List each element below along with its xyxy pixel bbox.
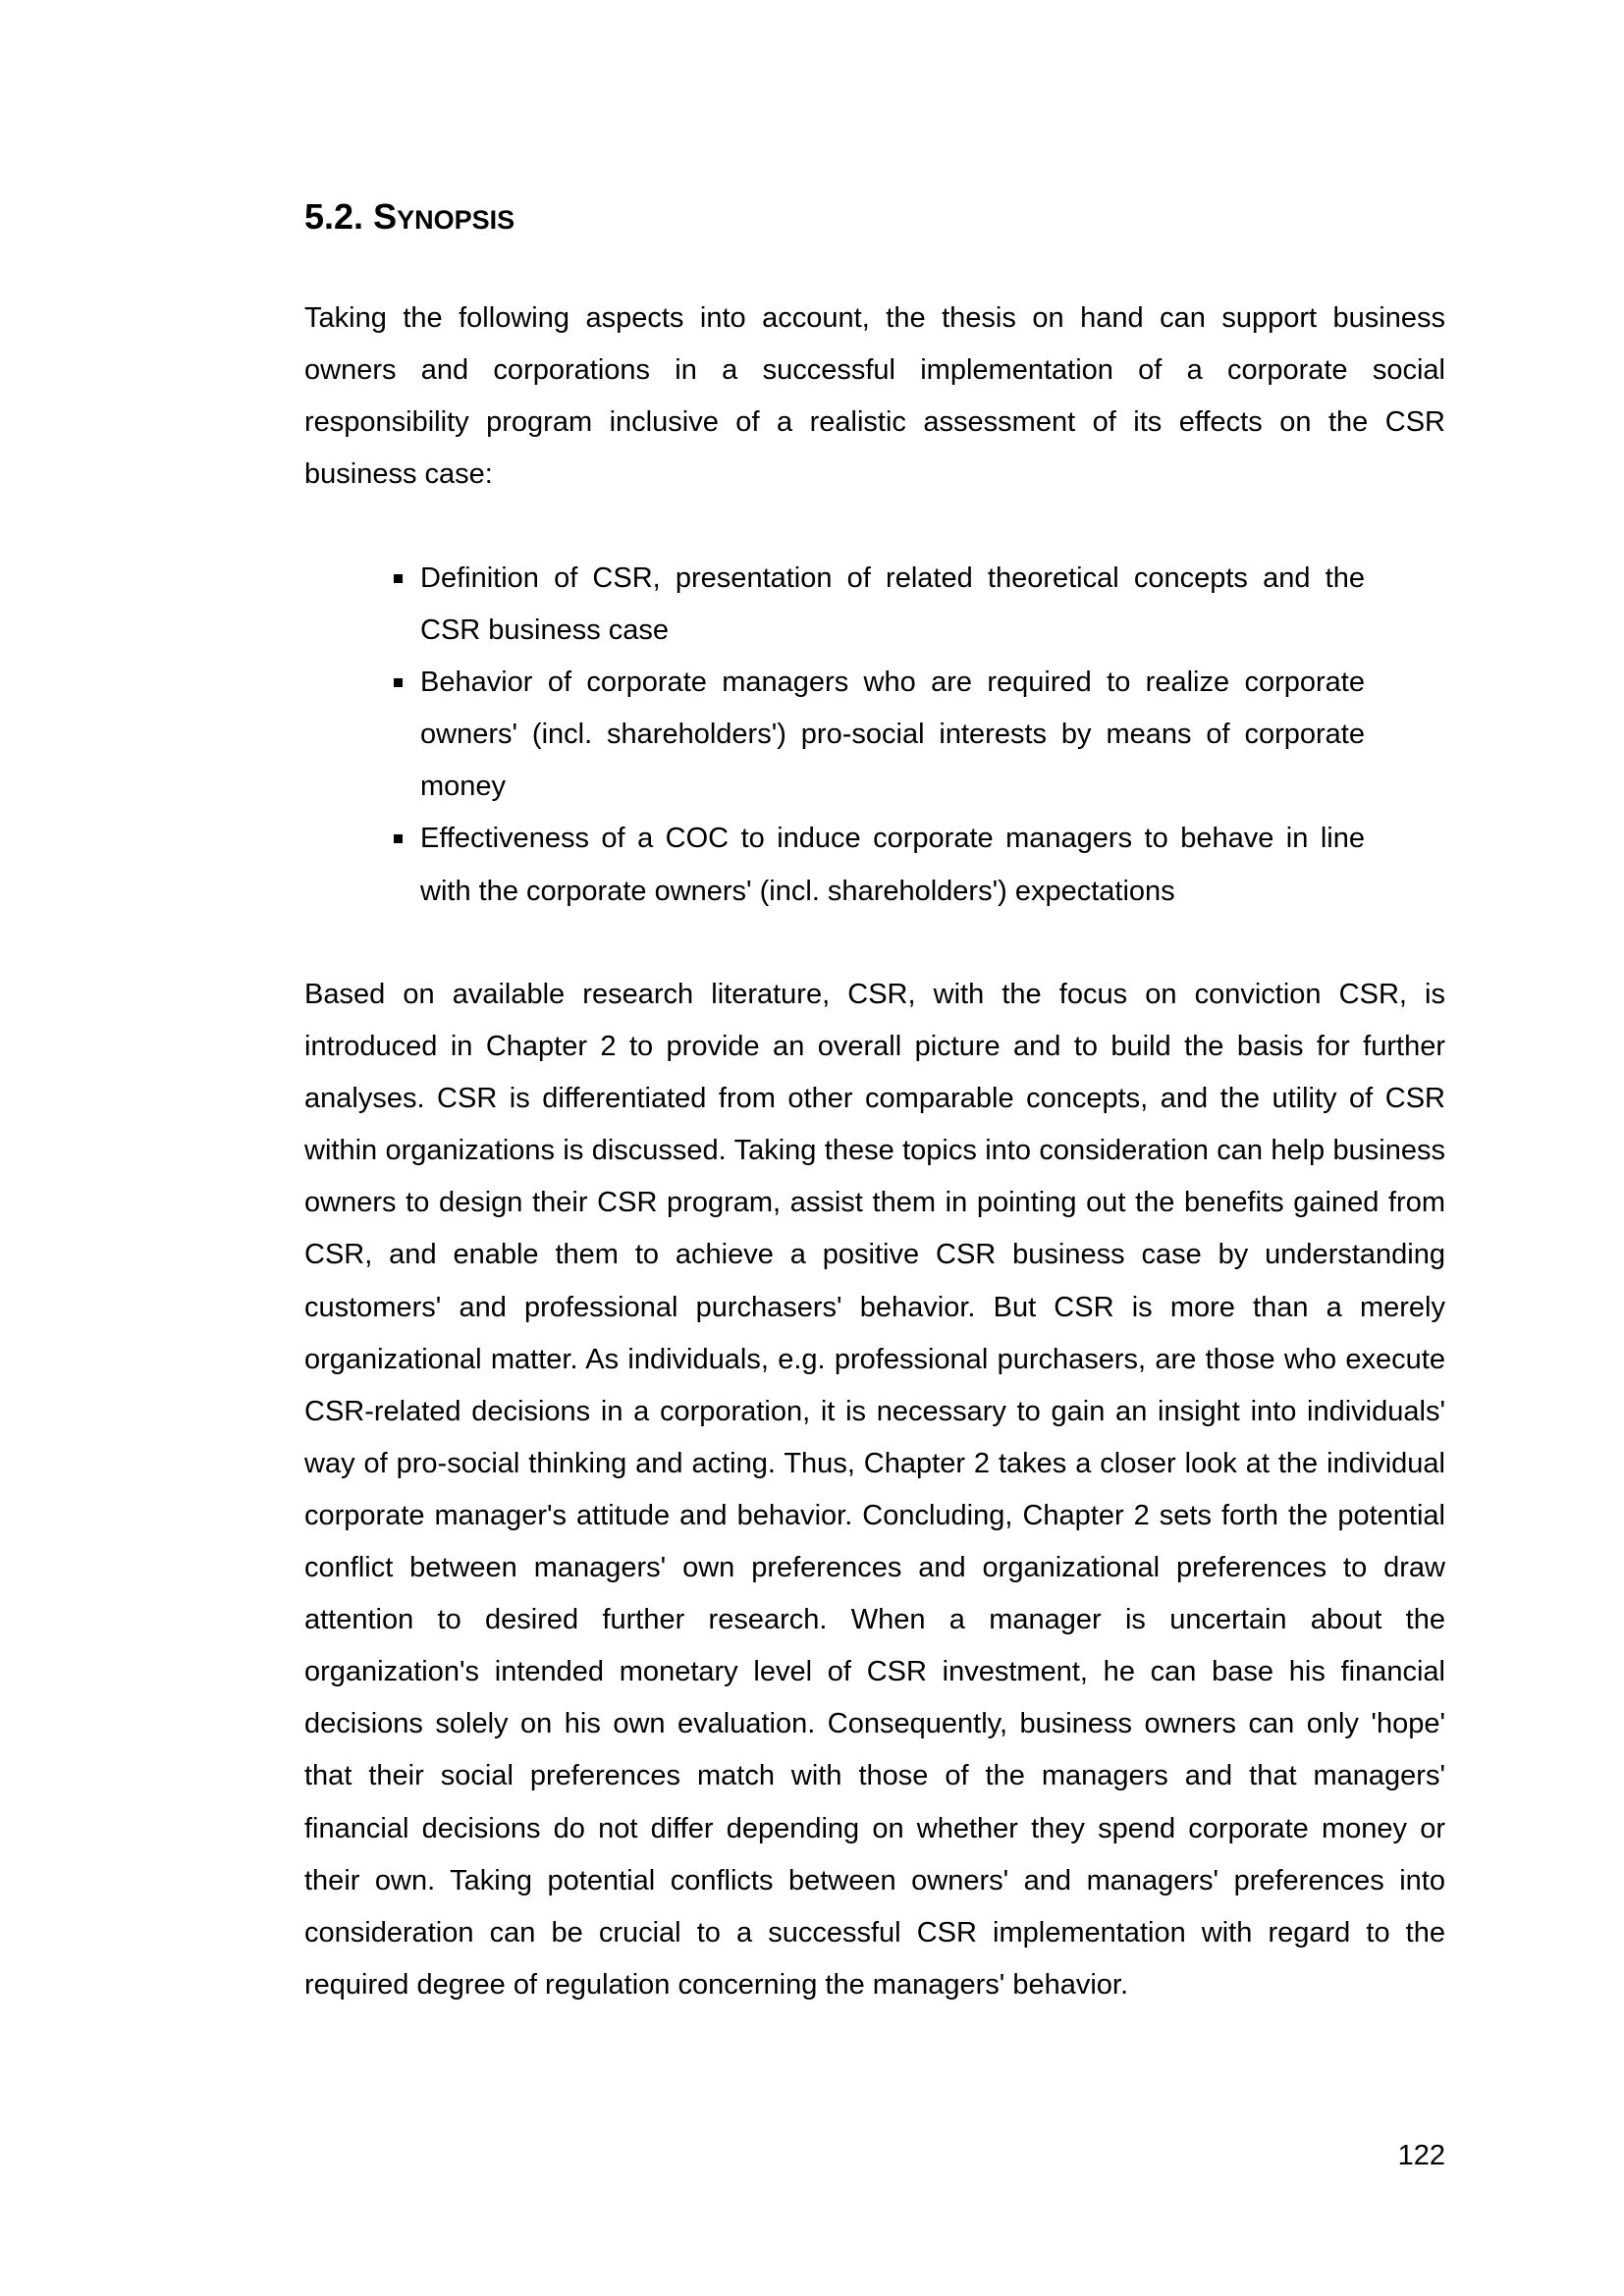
intro-paragraph: Taking the following aspects into account, the thesis on hand can support business owners and corporations in a successful implementation of a corporate social responsibility program inclusive of a realistic assessment of its effects on the CSR business case: bbox=[304, 302, 1445, 491]
square-bullet-icon bbox=[394, 678, 403, 687]
list-item bbox=[383, 553, 1365, 657]
section-title-initial: S bbox=[373, 196, 398, 237]
list-item-text: Definition of CSR, presentation of related theoretical concepts and the CSR business case bbox=[420, 562, 1365, 647]
list-item bbox=[383, 813, 1365, 917]
list-item bbox=[383, 657, 1365, 813]
section-number: 5.2. bbox=[304, 196, 364, 237]
square-bullet-icon bbox=[394, 834, 403, 843]
list-item-text: Behavior of corporate managers who are required to realize corporate owners' (incl. shareholders') pro-social interests by means of corporate money bbox=[420, 667, 1365, 803]
square-bullet-icon bbox=[394, 574, 403, 583]
section-heading bbox=[304, 196, 514, 238]
section-title-rest: YNOPSIS bbox=[397, 205, 515, 235]
aspects-list bbox=[383, 553, 1365, 918]
main-paragraph: Based on available research literature, CSR, with the focus on conviction CSR, is introduced in Chapter 2 to provide an overall picture and to build the basis for further analyses. CSR is differentiated from other comparable concepts, and the utility of CSR within organizations is discussed. Taking these topics into consideration can help business owners to design their CSR program, assist them in pointing out the benefits gained from CSR, and enable them to achieve a positive CSR business case by understanding customers' and professional purchasers' behavior. But CSR is more than a merely organizational matter. As individuals, e.g. professional purchasers, are those who execute CSR-related decisions in a corporation, it is necessary to gain an insight into individuals' way of pro-social thinking and acting. Thus, Chapter 2 takes a closer look at the individual corporate manager's attitude and behavior. Concluding, Chapter 2 sets forth the potential conflict between managers' own preferences and organizational preferences to draw attention to desired further research. When a manager is uncertain about the organization's intended monetary level of CSR investment, he can base his financial decisions solely on his own evaluation. Consequently, business owners can only 'hope' that their social preferences match with those of the managers and that managers' financial decisions do not differ depending on whether they spend corporate money or their own. Taking potential conflicts between owners' and managers' preferences into consideration can be crucial to a successful CSR implementation with regard to the required degree of regulation concerning the managers' behavior. bbox=[304, 979, 1445, 2001]
list-item-text: Effectiveness of a COC to induce corporate managers to behave in line with the corporate owners' (incl. shareholders') expectations bbox=[420, 823, 1365, 907]
page-number: 122 bbox=[1397, 2140, 1445, 2171]
